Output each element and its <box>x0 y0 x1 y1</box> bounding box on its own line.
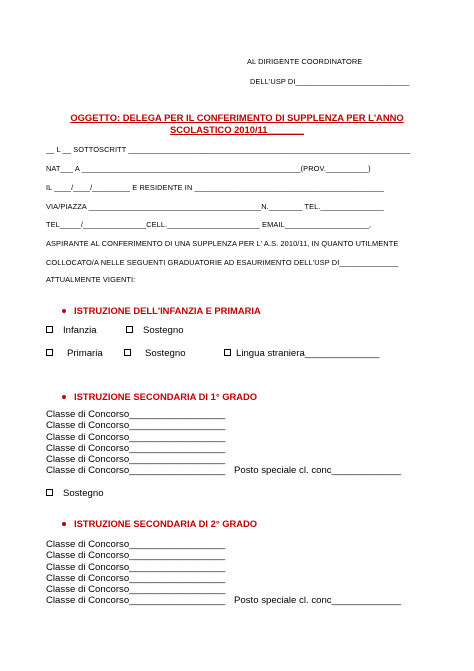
section-title-infanzia <box>62 305 261 316</box>
usp-line: DELL'USP DI___________________________ <box>250 77 410 86</box>
checkbox-icon[interactable] <box>46 349 53 356</box>
posto-speciale-primo-grado[interactable]: Posto speciale cl. conc_____________ <box>234 465 401 476</box>
subject-line-2 <box>0 124 474 135</box>
checkbox-icon[interactable] <box>124 349 131 356</box>
class-field[interactable]: Classe di Concorso__________________ <box>46 584 226 596</box>
field-address[interactable]: VIA/PIAZZA _________________________________________N.________ TEL._______________ <box>46 202 384 211</box>
class-field[interactable]: Classe di Concorso__________________ <box>46 420 226 432</box>
section-title-secondo-grado <box>62 518 257 529</box>
checkbox-sostegno-primo-grado[interactable] <box>46 488 104 499</box>
statement-line-2: COLLOCATO/A NELLE SEGUENTI GRADUATORIE AD ESAURIMENTO DELL'USP DI______________ <box>46 258 399 267</box>
class-field[interactable]: Classe di Concorso__________________ <box>46 465 226 477</box>
statement-line-1: ASPIRANTE AL CONFERIMENTO DI UNA SUPPLENZA PER L' A.S. 2010/11, IN QUANTO UTILMENTE <box>46 239 399 248</box>
class-field[interactable]: Classe di Concorso__________________ <box>46 561 226 573</box>
checkbox-icon[interactable] <box>224 349 231 356</box>
checkbox-sostegno-primo-grado-label: Sostegno <box>63 488 104 499</box>
checkbox-primaria-label: Primaria <box>67 348 103 359</box>
checkbox-lingua-straniera[interactable] <box>224 348 380 359</box>
checkbox-lingua-straniera-label: Lingua straniera______________ <box>236 348 380 359</box>
bullet-icon <box>62 522 66 526</box>
checkbox-sostegno-infanzia[interactable] <box>126 325 184 336</box>
checkbox-icon[interactable] <box>46 489 53 496</box>
checkbox-infanzia-label: Infanzia <box>63 325 97 336</box>
classes-primo-grado <box>46 409 225 477</box>
class-field[interactable]: Classe di Concorso__________________ <box>46 409 226 420</box>
class-field[interactable]: Classe di Concorso__________________ <box>46 431 226 443</box>
bullet-icon <box>62 309 66 313</box>
subject-line-1: OGGETTO: DELEGA PER IL CONFERIMENTO DI SUPPLENZA PER L'ANNO <box>70 112 404 123</box>
recipient-line: AL DIRIGENTE COORDINATORE <box>247 57 363 66</box>
class-field[interactable]: Classe di Concorso__________________ <box>46 454 226 466</box>
subject-year: SCOLASTICO 2010/11 <box>170 124 268 135</box>
class-field[interactable]: Classe di Concorso__________________ <box>46 550 226 562</box>
class-field[interactable]: Classe di Concorso__________________ <box>46 572 226 584</box>
checkbox-infanzia[interactable] <box>46 325 97 336</box>
statement-line-3: ATTUALMENTE VIGENTI: <box>46 275 136 284</box>
bullet-icon <box>62 395 66 399</box>
field-birthdate-residence[interactable]: IL ____/____/_________ E RESIDENTE IN _____________________________________________ <box>46 183 385 192</box>
subject-year-tail: _______ <box>267 124 304 135</box>
checkbox-primaria[interactable] <box>46 348 103 359</box>
section-title-secondo-grado-text: ISTRUZIONE SECONDARIA DI 2° GRADO <box>74 518 258 529</box>
checkbox-sostegno-primaria[interactable] <box>124 348 186 359</box>
field-name[interactable]: __ L __ SOTTOSCRITT ___________________________________________________________________ <box>46 145 411 154</box>
checkbox-icon[interactable] <box>126 326 133 333</box>
checkbox-sostegno-infanzia-label: Sostegno <box>143 325 184 336</box>
checkbox-icon[interactable] <box>46 326 53 333</box>
section-title-primo-grado <box>62 391 257 402</box>
posto-speciale-secondo-grado[interactable]: Posto speciale cl. conc_____________ <box>234 595 401 606</box>
field-birthplace[interactable]: NAT___ A ____________________________________________________(PROV.__________) <box>46 164 371 173</box>
field-contacts[interactable]: TEL_____/_______________CELL.______________________ EMAIL____________________, <box>46 220 372 229</box>
section-title-primo-grado-text: ISTRUZIONE SECONDARIA DI 1° GRADO <box>74 391 258 402</box>
class-field[interactable]: Classe di Concorso__________________ <box>46 442 226 454</box>
class-field[interactable]: Classe di Concorso__________________ <box>46 539 226 550</box>
checkbox-sostegno-primaria-label: Sostegno <box>145 348 186 359</box>
section-title-infanzia-text: ISTRUZIONE DELL'INFANZIA E PRIMARIA <box>74 305 261 316</box>
classes-secondo-grado <box>46 539 225 607</box>
class-field[interactable]: Classe di Concorso__________________ <box>46 595 226 607</box>
